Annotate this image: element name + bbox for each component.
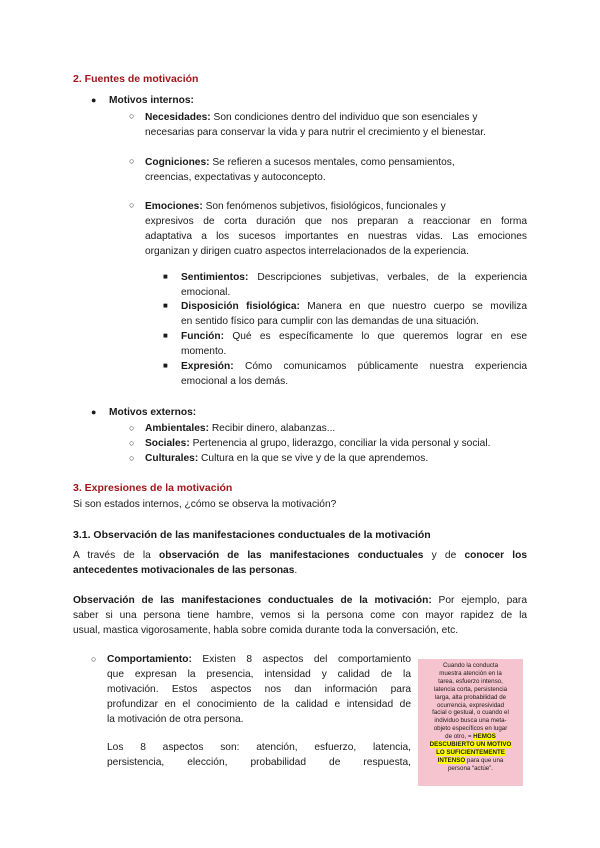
emociones-line-4: organizan y dirigen cuatro aspectos interrelacionados de la experiencia.	[145, 246, 469, 257]
aspect-disposicion-line-2: en sentido físico para cumplir con las demandas de una situación.	[181, 316, 479, 327]
aspect-funcion-line-1: Función: Qué es específicamente lo que queremos lograr en ese	[181, 331, 527, 342]
bullet-circle: ○	[129, 200, 135, 210]
subsection-3-1-title: 3.1. Observación de las manifestaciones conductuales de la motivación	[73, 529, 431, 541]
external-item-sociales: Sociales: Pertenencia al grupo, liderazgo, conciliar la vida personal y social.	[145, 438, 491, 449]
emociones-line-1: Emociones: Son fenómenos subjetivos, fisiológicos, funcionales y	[145, 201, 446, 212]
bullet-square: ■	[163, 331, 168, 340]
comportamiento-line-5: la motivación de otra persona.	[107, 714, 244, 725]
paragraph-1-line-2: antecedentes motivacionales de las personas.	[73, 565, 298, 576]
note-line: persona “actúe”.	[447, 764, 494, 772]
comportamiento-line-2: que expresan la presencia, intensidad y calidad de la	[107, 669, 411, 680]
external-item-culturales: Culturales: Cultura en la que se vive y de la que aprendemos.	[145, 453, 429, 464]
bullet-square: ■	[163, 361, 168, 370]
bullet-circle: ○	[129, 438, 135, 448]
comportamiento-line-4: profundizar en el conocimiento de la calidad e intensidad de	[107, 699, 411, 710]
paragraph-1-line-1: A través de la observación de las manifestaciones conductuales y de conocer los	[73, 550, 528, 561]
aspect-expresion-line-1: Expresión: Cómo comunicamos públicamente nuestra experiencia	[181, 361, 527, 372]
note-line: de otro, = HEMOS	[445, 733, 496, 741]
necesidades-line-1: Necesidades: Son condiciones dentro del individuo que son esenciales y	[145, 112, 478, 123]
bullet-square: ■	[163, 301, 168, 310]
section-3-intro: Si son estados internos, ¿cómo se observa la motivación?	[73, 499, 337, 510]
side-note	[418, 659, 523, 786]
aspect-funcion-line-2: momento.	[181, 346, 227, 357]
bullet-disc: ●	[91, 407, 97, 417]
note-line: LO SUFICIENTEMENTE	[436, 748, 505, 756]
external-item-ambientales: Ambientales: Recibir dinero, alabanzas...	[145, 423, 336, 434]
note-line: DESCUBIERTO UN MOTIVO	[429, 741, 512, 749]
necesidades-line-2: necesarias para conservar la vida y para nutrir el crecimiento y el bienestar.	[145, 127, 486, 138]
bullet-circle: ○	[129, 423, 135, 433]
note-line: objeto específicos en lugar	[433, 725, 508, 733]
note-line: muestra atención en la	[439, 669, 502, 677]
note-line: tarea, esfuerzo intenso,	[438, 677, 503, 685]
bullet-square: ■	[163, 272, 168, 281]
note-line: ocurrencia, expresividad	[436, 701, 505, 709]
aspect-disposicion-line-1: Disposición fisiológica: Manera en que nuestro cuerpo se moviliza	[181, 301, 528, 312]
aspect-sentimientos-line-2: emocional.	[181, 287, 231, 298]
section-3-title: 3. Expresiones de la motivación	[73, 482, 233, 494]
paragraph-2-line-2: saber si una persona tiene hambre, vemos si la persona come con mayor rapidez de la	[73, 610, 527, 621]
aspect-expresion-line-2: emocional a los demás.	[181, 376, 289, 387]
comportamiento-line-3: motivación. Estos aspectos nos dan información para	[107, 684, 411, 695]
cogniciones-line-2: creencias, expectativas y autoconcepto.	[145, 172, 326, 183]
bullet-circle: ○	[129, 111, 135, 121]
bullet-disc: ●	[91, 95, 97, 105]
section-2-title: 2. Fuentes de motivación	[73, 73, 199, 85]
external-motives-label: Motivos externos:	[109, 407, 197, 418]
note-line: individuo busca una meta-	[434, 717, 507, 725]
bullet-circle: ○	[91, 654, 97, 664]
emociones-line-2: expresivos de corta duración que nos preparan a reaccionar en forma	[145, 216, 527, 227]
emociones-line-3: adaptativa a los sucesos importantes en nuestras vidas. Las emociones	[145, 231, 527, 242]
note-line: latencia corta, persistencia	[433, 685, 508, 693]
internal-motives-label: Motivos internos:	[109, 95, 194, 106]
comportamiento-line-1: Comportamiento: Existen 8 aspectos del comportamiento	[107, 654, 411, 665]
note-line: larga, alta probabilidad de	[434, 693, 507, 701]
paragraph-2-line-1: Observación de las manifestaciones conductuales de la motivación: Por ejemplo, para	[73, 595, 527, 606]
note-line: facial o gestual, o cuando el	[432, 709, 509, 717]
bullet-circle: ○	[129, 156, 135, 166]
comportamiento-line-6: Los 8 aspectos son: atención, esfuerzo, latencia,	[107, 742, 411, 753]
note-line: INTENSO para que una	[437, 756, 504, 764]
aspect-sentimientos-line-1: Sentimientos: Descripciones subjetivas, verbales, de la experiencia	[181, 272, 527, 283]
note-line: Cuando la conducta	[442, 662, 499, 669]
comportamiento-line-7: persistencia, elección, probabilidad de respuesta,	[107, 757, 411, 768]
paragraph-2-line-3: usual, mastica vigorosamente, habla sobre comida durante toda la conversación, etc.	[73, 625, 459, 636]
cogniciones-line-1: Cogniciones: Se refieren a sucesos mentales, como pensamientos,	[145, 157, 455, 168]
bullet-circle: ○	[129, 453, 135, 463]
